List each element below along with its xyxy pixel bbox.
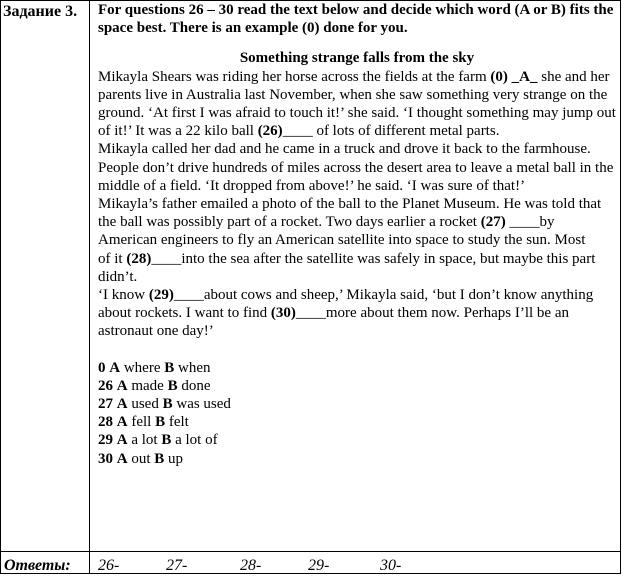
option-b: up [168,450,184,467]
gap-26-number: (26) [257,123,283,140]
gap-28-number: (28) [126,250,152,267]
option-b: done [181,377,211,394]
p3-part-a: Mikayla’s father emailed a photo of the ball to the Planet Museum. He was told that the ball was possibly part of a rocket. Two days earlier a rocket [98,196,602,231]
p1-part-a: Mikayla Shears was riding her horse across the fields at the farm [98,68,491,85]
option-line [98,450,616,468]
answers-label: Ответы: [4,557,71,574]
option-letter-b: B [162,396,173,413]
answer-slot-26[interactable]: 26- [98,557,120,574]
option-number: 27 [98,396,113,413]
option-letter-a: A [109,359,121,376]
option-number: 0 [98,359,106,376]
option-number: 29 [98,432,113,449]
text-title: Something strange falls from the sky [239,50,475,67]
gap-29-number: (29) [148,287,174,304]
option-line [98,359,616,377]
paragraph-2: Mikayla called her dad and he came in a truck and drove it back to the farmhouse. People don’t drive hundreds of miles across the desert area to leave a metal ball in the middle of a field. ‘It dropped from above!’ he said. ‘I was sure of that!’ [98,141,614,194]
option-a: out [131,450,151,467]
gap-0-example: _A_ [507,68,542,85]
options-list [98,359,616,468]
answer-slot-28[interactable]: 28- [240,557,262,574]
option-letter-a: A [116,414,128,431]
p5-part-a: ‘I know [98,287,149,304]
option-letter-b: B [161,432,172,449]
option-line [98,377,616,395]
option-b: when [178,359,211,376]
gap-0-number: (0) [490,68,508,85]
option-line [98,431,616,449]
option-a: where [123,359,161,376]
p5-part-c: ____more about them now. Perhaps I’ll be an astronaut one day!’ [98,305,570,340]
p3-part-b: ____by American engineers to fly an American satellite into space to study the sun. Most [98,214,586,249]
instructions: For questions 26 – 30 read the text below and decide which word (A or B) fits the space best. There is an example (0) done for you. [98,2,614,37]
answer-slot-27[interactable]: 27- [166,557,188,574]
option-letter-b: B [167,377,178,394]
option-number: 28 [98,414,113,431]
option-letter-a: A [116,377,128,394]
option-b: felt [168,414,189,431]
option-b: a lot of [175,432,218,449]
p5-part-b: ____about cows and sheep,’ Mikayla said, ‘but I don’t know anything about rockets. I want to find [98,287,594,322]
option-number: 26 [98,377,113,394]
option-a: fell [131,414,152,431]
task-label: Задание 3. [3,3,78,20]
gap-30-number: (30) [270,305,296,322]
option-a: made [131,377,164,394]
answer-slot-30[interactable]: 30- [380,557,402,574]
option-a: a lot [131,432,158,449]
option-letter-a: A [116,432,128,449]
column-divider [89,0,90,574]
option-b: was used [176,396,231,413]
option-line [98,413,616,431]
option-a: used [131,396,159,413]
answer-slot-29[interactable]: 29- [308,557,330,574]
paragraph-5 [98,286,616,341]
option-letter-a: A [116,450,128,467]
p1-part-c: ____ of lots of different metal parts. [282,123,500,140]
option-number: 30 [98,450,113,467]
p1-part-b: she and her parents live in Australia last November, when she saw something very strange on the ground. ‘At first I was afraid to touch it!’ she said. ‘I thought something may jump out of it!’ It was a 22 kilo ball [98,68,616,140]
p4-part-a: of it [98,250,127,267]
option-letter-b: B [164,359,175,376]
gap-27-number: (27) [480,214,506,231]
p4-part-b: ____into the sea after the satellite was safely in space, but maybe this part didn’t. [98,250,596,285]
option-line [98,395,616,413]
option-letter-b: B [154,450,165,467]
paragraph-3 [98,195,616,250]
row-divider [0,551,621,552]
option-letter-a: A [116,396,128,413]
paragraph-4 [98,250,616,286]
option-letter-b: B [155,414,166,431]
task-content [98,1,616,468]
paragraph-1 [98,68,616,141]
